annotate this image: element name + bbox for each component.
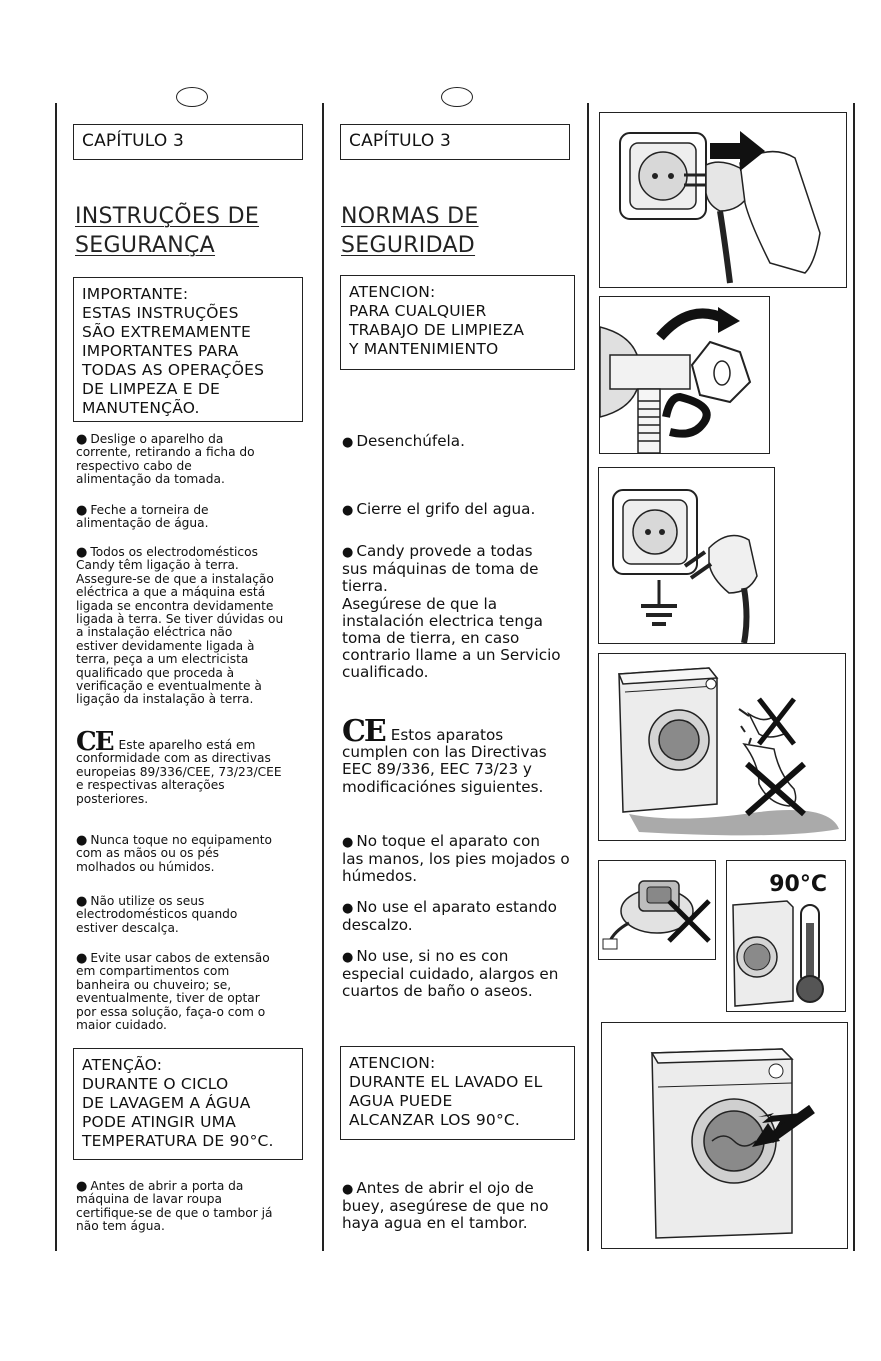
list-item: ● Não utilize os seus electrodomésticos quando estiver descalça. <box>76 894 238 935</box>
list-item: ● No toque el aparato con las manos, los pies mojados o húmedos. <box>342 832 570 886</box>
list-item: ● No use, si no es con especial cuidado, alargos en cuartos de baño o aseos. <box>342 947 559 1001</box>
temperature-warning-es: ATENCION: DURANTE EL LAVADO EL AGUA PUEDE ALCANZAR LOS 90°C. <box>340 1046 575 1140</box>
bullet-icon: ● <box>76 503 88 518</box>
list-item: ● Deslige o aparelho da corrente, retirando a ficha do respectivo cabo de alimentação da tomada. <box>76 432 255 487</box>
bullet-icon: ● <box>76 1179 88 1194</box>
page-title-pt: INSTRUÇÕES DE SEGURANÇA <box>75 204 260 258</box>
wet-hands-feet-illustration <box>598 653 846 841</box>
divider-left <box>55 103 57 1251</box>
list-item: ● Desenchúfela. <box>342 432 465 450</box>
important-notice-es: ATENCION: PARA CUALQUIER TRABAJO DE LIMPIEZA Y MANTENIMIENTO <box>340 275 575 370</box>
temperature-illustration <box>726 860 846 1012</box>
ce-mark-icon: CE <box>76 727 113 757</box>
ground-plug-icon <box>599 468 774 643</box>
divider-middle-2 <box>587 103 589 1251</box>
important-notice-pt: IMPORTANTE: ESTAS INSTRUÇÕES SÃO EXTREMAMENTE IMPORTANTES PARA TODAS AS OPERAÇÕES DE LIMPEZA E DE MANUTENÇÃO. <box>73 277 303 422</box>
thermometer-icon <box>727 861 845 1011</box>
extension-cord-illustration <box>598 860 716 960</box>
bullet-icon: ● <box>342 835 354 850</box>
bullet-icon: ● <box>342 1182 354 1197</box>
language-badge-pt <box>176 87 208 107</box>
ce-conformity-pt: CE Este aparelho está em conformidade com as directivas europeias 89/336/CEE, 73/23/CEE e respectivas alterações posteriores. <box>76 727 282 806</box>
tap-illustration <box>599 296 770 454</box>
unplug-icon <box>600 113 846 287</box>
no-wet-touch-icon <box>599 654 845 840</box>
list-item: ● Candy provede a todas sus máquinas de toma de tierra. Asegúrese de que la instalación electrica tenga toma de tierra, en caso contrario llame a un Servicio cualificado. <box>342 542 561 682</box>
unplug-illustration <box>599 112 847 288</box>
bullet-icon: ● <box>342 545 354 560</box>
chapter-heading-es: CAPÍTULO 3 <box>340 124 570 160</box>
earth-plug-illustration <box>598 467 775 644</box>
no-extension-cord-icon <box>599 861 715 959</box>
list-item: ● Feche a torneira de alimentação de água. <box>76 503 209 531</box>
chapter-heading-pt: CAPÍTULO 3 <box>73 124 303 160</box>
bullet-icon: ● <box>342 950 354 965</box>
bullet-icon: ● <box>342 435 354 450</box>
list-item: ● Evite usar cabos de extensão em compartimentos com banheira ou chuveiro; se, eventualmente, tiver de optar por essa solução, faça-o com o maior cuidado. <box>76 951 270 1033</box>
bullet-icon: ● <box>76 545 88 560</box>
bullet-icon: ● <box>76 951 88 966</box>
temperature-label: 90°C <box>769 872 827 897</box>
list-item: ● No use el aparato estando descalzo. <box>342 898 557 935</box>
washing-machine-icon <box>602 1023 847 1248</box>
ce-mark-icon: CE <box>342 714 385 749</box>
bullet-icon: ● <box>76 432 88 447</box>
bullet-icon: ● <box>76 894 88 909</box>
list-item: ● Cierre el grifo del agua. <box>342 500 536 518</box>
washing-machine-door-illustration <box>601 1022 848 1249</box>
list-item: ● Antes de abrir el ojo de buey, asegúrese de que no haya agua en el tambor. <box>342 1179 549 1233</box>
language-badge-es <box>441 87 473 107</box>
list-item: ● Antes de abrir a porta da máquina de lavar roupa certifique-se de que o tambor já não tem água. <box>76 1179 273 1234</box>
divider-middle-1 <box>322 103 324 1251</box>
ce-conformity-es: CE Estos aparatos cumplen con las Directivas EEC 89/336, EEC 73/23 y modificaciónes siguientes. <box>342 714 547 796</box>
page-title-es: NORMAS DE SEGURIDAD <box>341 204 479 258</box>
water-tap-icon <box>600 297 769 453</box>
divider-right <box>853 103 855 1251</box>
bullet-icon: ● <box>76 833 88 848</box>
list-item: ● Nunca toque no equipamento com as mãos ou os pés molhados ou húmidos. <box>76 833 272 874</box>
bullet-icon: ● <box>342 901 354 916</box>
temperature-warning-pt: ATENÇÃO: DURANTE O CICLO DE LAVAGEM A ÁGUA PODE ATINGIR UMA TEMPERATURA DE 90°C. <box>73 1048 303 1160</box>
list-item: ● Todos os electrodomésticos Candy têm ligação à terra. Assegure-se de que a instalação eléctrica a que a máquina está ligada se encontra devidamente ligada à terra. Se tiver dúvidas ou a instalação eléctrica não estiver devidamente ligada à terra, peça a um electricista qualificado que proceda à verificação e eventualmente à ligação da instalação à terra. <box>76 545 284 707</box>
bullet-icon: ● <box>342 503 354 518</box>
